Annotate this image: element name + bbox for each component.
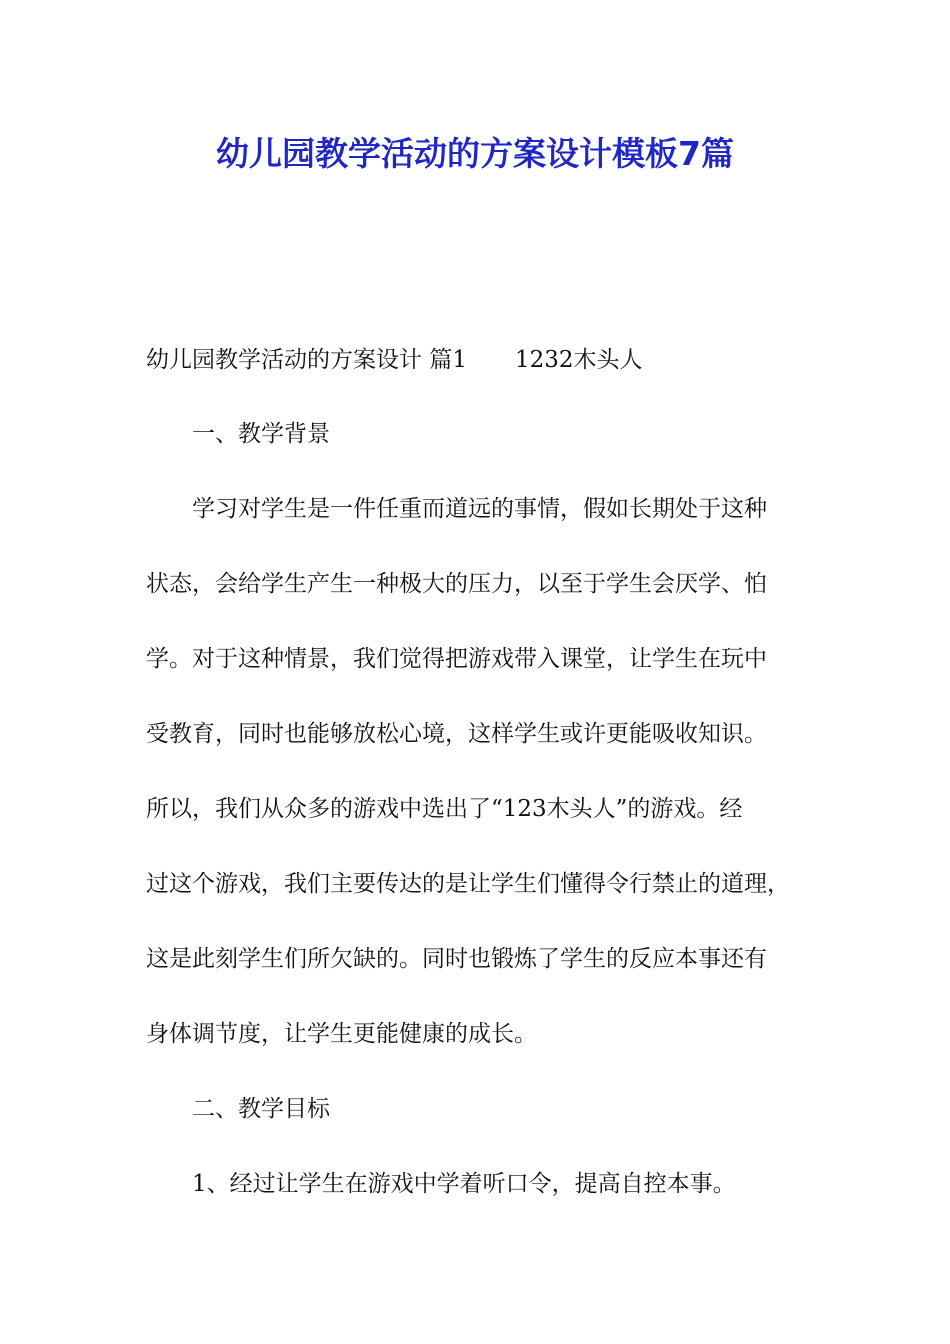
heading-teaching-background: 一、教学背景 (192, 421, 330, 447)
body-line: 过这个游戏，我们主要传达的是让学生们懂得令行禁止的道理， (146, 871, 790, 897)
goal-item: 1、经过让学生在游戏中学着听口令，提高自控本事。 (192, 1171, 736, 1197)
body-line: 身体调节度，让学生更能健康的成长。 (146, 1021, 537, 1047)
section-header-number: 篇1 (429, 347, 467, 373)
document-title: 幼儿园教学活动的方案设计模板7篇 (216, 134, 734, 173)
section-header-name: 幼儿园教学活动的方案设计 (146, 347, 422, 373)
body-line: 学。对于这种情景，我们觉得把游戏带入课堂，让学生在玩中 (146, 646, 767, 672)
heading-teaching-goals: 二、教学目标 (192, 1096, 330, 1122)
body-line: 这是此刻学生们所欠缺的。同时也锻炼了学生的反应本事还有 (146, 946, 767, 972)
section-header (146, 344, 826, 376)
body-line: 受教育，同时也能够放松心境，这样学生或许更能吸收知识。 (146, 721, 767, 747)
body-line: 所以，我们从众多的游戏中选出了“123木头人”的游戏。经 (146, 796, 743, 822)
body-line: 学习对学生是一件任重而道远的事情，假如长期处于这种 (192, 496, 767, 522)
section-header-subject: 1232木头人 (514, 347, 643, 373)
body-line: 状态，会给学生产生一种极大的压力，以至于学生会厌学、怕 (146, 571, 767, 597)
